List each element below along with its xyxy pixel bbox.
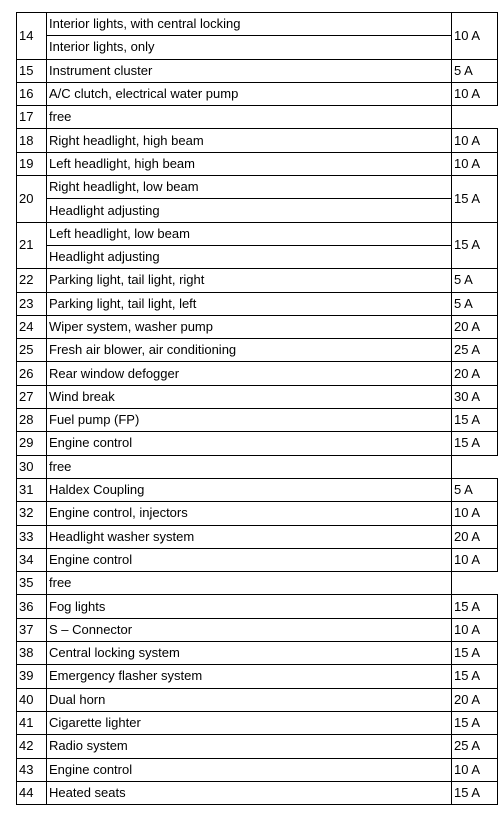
fuse-description: Right headlight, high beam	[47, 129, 452, 152]
fuse-amperage: 10 A	[452, 82, 498, 105]
fuse-description: free	[47, 455, 452, 478]
table-row	[17, 572, 498, 595]
fuse-description: Engine control	[47, 758, 452, 781]
fuse-description: Engine control, injectors	[47, 502, 452, 525]
fuse-amperage: 5 A	[452, 292, 498, 315]
fuse-description: Left headlight, high beam	[47, 152, 452, 175]
fuse-number: 29	[17, 432, 47, 455]
fuse-number: 40	[17, 688, 47, 711]
fuse-description: Dual horn	[47, 688, 452, 711]
fuse-number: 39	[17, 665, 47, 688]
fuse-number: 36	[17, 595, 47, 618]
fuse-description: Wind break	[47, 385, 452, 408]
table-row	[17, 176, 498, 199]
fuse-amperage: 25 A	[452, 339, 498, 362]
fuse-amperage	[452, 455, 498, 478]
fuse-number: 44	[17, 781, 47, 804]
fuse-description: Fuel pump (FP)	[47, 409, 452, 432]
fuse-description: Interior lights, only	[47, 36, 452, 59]
fuse-description: Heated seats	[47, 781, 452, 804]
fuse-table	[16, 12, 498, 805]
fuse-number: 27	[17, 385, 47, 408]
fuse-number: 32	[17, 502, 47, 525]
table-row	[17, 665, 498, 688]
fuse-number: 21	[17, 222, 47, 269]
fuse-number: 43	[17, 758, 47, 781]
fuse-description: Haldex Coupling	[47, 478, 452, 501]
fuse-description: S – Connector	[47, 618, 452, 641]
table-row	[17, 36, 498, 59]
fuse-number: 28	[17, 409, 47, 432]
fuse-amperage: 5 A	[452, 269, 498, 292]
fuse-description: Headlight adjusting	[47, 245, 452, 268]
fuse-number: 26	[17, 362, 47, 385]
fuse-amperage: 10 A	[452, 548, 498, 571]
fuse-amperage: 15 A	[452, 781, 498, 804]
fuse-number: 16	[17, 82, 47, 105]
table-row	[17, 502, 498, 525]
fuse-description: Fog lights	[47, 595, 452, 618]
fuse-number: 18	[17, 129, 47, 152]
fuse-number: 42	[17, 735, 47, 758]
table-row	[17, 548, 498, 571]
fuse-amperage: 10 A	[452, 129, 498, 152]
fuse-description: Engine control	[47, 432, 452, 455]
fuse-description: Instrument cluster	[47, 59, 452, 82]
fuse-description: Central locking system	[47, 642, 452, 665]
fuse-description: Right headlight, low beam	[47, 176, 452, 199]
fuse-number: 34	[17, 548, 47, 571]
table-row	[17, 362, 498, 385]
table-row	[17, 758, 498, 781]
table-row	[17, 432, 498, 455]
fuse-amperage: 15 A	[452, 432, 498, 455]
table-row	[17, 711, 498, 734]
fuse-amperage: 15 A	[452, 711, 498, 734]
fuse-number: 41	[17, 711, 47, 734]
fuse-amperage: 20 A	[452, 525, 498, 548]
fuse-amperage: 10 A	[452, 152, 498, 175]
fuse-amperage: 20 A	[452, 688, 498, 711]
fuse-amperage: 5 A	[452, 59, 498, 82]
table-row	[17, 129, 498, 152]
fuse-amperage: 15 A	[452, 665, 498, 688]
fuse-description: Parking light, tail light, left	[47, 292, 452, 315]
fuse-description: free	[47, 106, 452, 129]
fuse-number: 15	[17, 59, 47, 82]
fuse-number: 31	[17, 478, 47, 501]
fuse-number: 33	[17, 525, 47, 548]
fuse-amperage: 10 A	[452, 13, 498, 60]
fuse-description: Cigarette lighter	[47, 711, 452, 734]
fuse-amperage: 15 A	[452, 176, 498, 223]
table-row	[17, 688, 498, 711]
fuse-table-body	[17, 13, 498, 805]
fuse-amperage: 10 A	[452, 502, 498, 525]
table-row	[17, 618, 498, 641]
fuse-description: Radio system	[47, 735, 452, 758]
fuse-description: Parking light, tail light, right	[47, 269, 452, 292]
fuse-description: A/C clutch, electrical water pump	[47, 82, 452, 105]
table-row	[17, 339, 498, 362]
fuse-description: Rear window defogger	[47, 362, 452, 385]
fuse-amperage	[452, 106, 498, 129]
table-row	[17, 292, 498, 315]
fuse-description: Fresh air blower, air conditioning	[47, 339, 452, 362]
table-row	[17, 199, 498, 222]
fuse-number: 37	[17, 618, 47, 641]
fuse-number: 25	[17, 339, 47, 362]
table-row	[17, 642, 498, 665]
fuse-amperage: 15 A	[452, 222, 498, 269]
fuse-number: 30	[17, 455, 47, 478]
table-row	[17, 525, 498, 548]
table-row	[17, 152, 498, 175]
table-row	[17, 735, 498, 758]
fuse-number: 23	[17, 292, 47, 315]
fuse-number: 17	[17, 106, 47, 129]
fuse-number: 20	[17, 176, 47, 223]
fuse-amperage: 10 A	[452, 618, 498, 641]
table-row	[17, 385, 498, 408]
fuse-description: Interior lights, with central locking	[47, 13, 452, 36]
fuse-amperage: 25 A	[452, 735, 498, 758]
fuse-amperage: 5 A	[452, 478, 498, 501]
table-row	[17, 478, 498, 501]
table-row	[17, 315, 498, 338]
table-row	[17, 82, 498, 105]
table-row	[17, 245, 498, 268]
fuse-number: 19	[17, 152, 47, 175]
fuse-number: 38	[17, 642, 47, 665]
fuse-description: Left headlight, low beam	[47, 222, 452, 245]
fuse-number: 24	[17, 315, 47, 338]
fuse-amperage: 30 A	[452, 385, 498, 408]
fuse-description: free	[47, 572, 452, 595]
table-row	[17, 595, 498, 618]
fuse-amperage: 10 A	[452, 758, 498, 781]
fuse-description: Headlight adjusting	[47, 199, 452, 222]
fuse-amperage	[452, 572, 498, 595]
table-row	[17, 13, 498, 36]
table-row	[17, 222, 498, 245]
table-row	[17, 409, 498, 432]
fuse-amperage: 15 A	[452, 409, 498, 432]
fuse-description: Headlight washer system	[47, 525, 452, 548]
table-row	[17, 455, 498, 478]
fuse-number: 22	[17, 269, 47, 292]
fuse-number: 14	[17, 13, 47, 60]
table-row	[17, 59, 498, 82]
fuse-number: 35	[17, 572, 47, 595]
table-row	[17, 269, 498, 292]
fuse-description: Emergency flasher system	[47, 665, 452, 688]
table-row	[17, 781, 498, 804]
fuse-amperage: 15 A	[452, 642, 498, 665]
fuse-amperage: 15 A	[452, 595, 498, 618]
fuse-description: Wiper system, washer pump	[47, 315, 452, 338]
fuse-amperage: 20 A	[452, 362, 498, 385]
table-row	[17, 106, 498, 129]
fuse-description: Engine control	[47, 548, 452, 571]
fuse-amperage: 20 A	[452, 315, 498, 338]
